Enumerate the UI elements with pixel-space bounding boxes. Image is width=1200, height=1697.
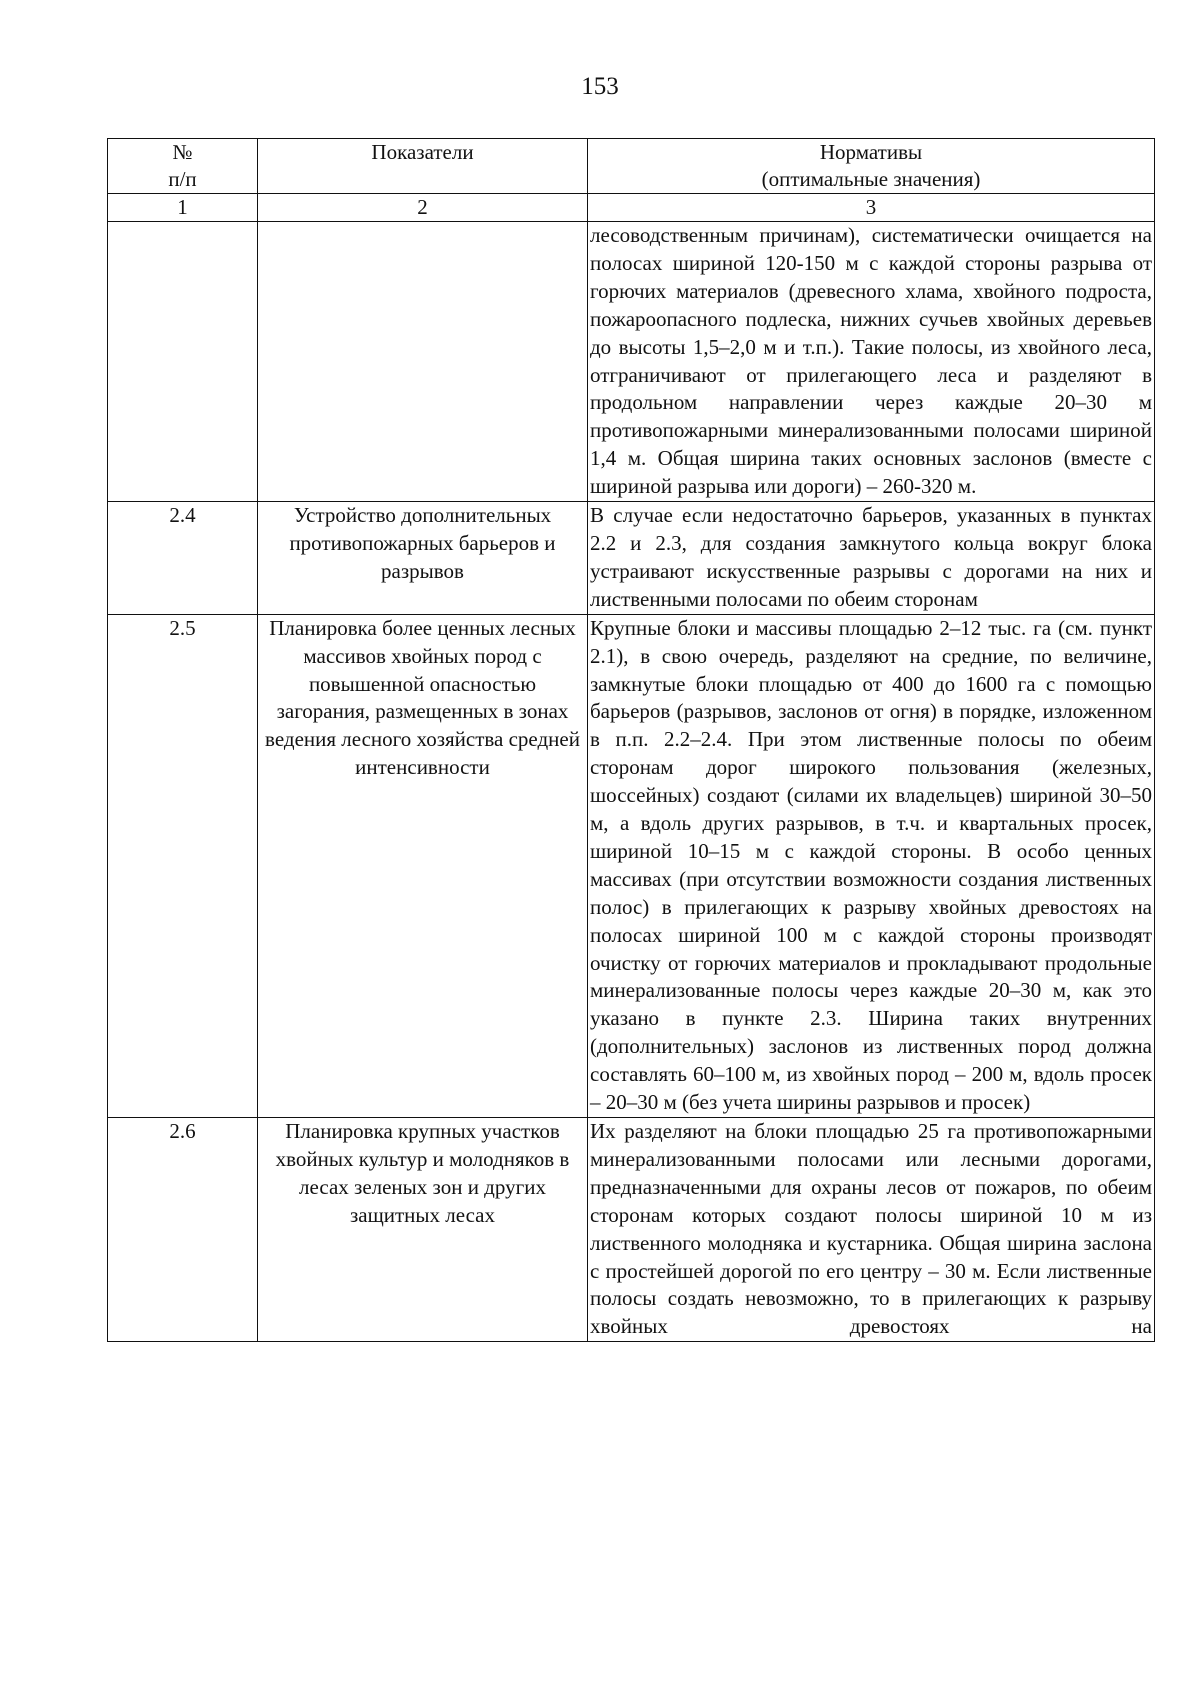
row-indicator: Планировка крупных участков хвойных культур и молодняков в лесах зеленых зон и других защитных лесах (258, 1118, 588, 1342)
table-row (108, 222, 1155, 502)
column-number-2: 2 (258, 194, 588, 222)
row-indicator: Устройство дополнительных противопожарных барьеров и разрывов (258, 502, 588, 615)
column-number-1: 1 (108, 194, 258, 222)
row-number (108, 222, 258, 502)
column-number-3: 3 (588, 194, 1155, 222)
table-row (108, 614, 1155, 1117)
header-number (108, 139, 258, 194)
header-number-sign: № (172, 140, 193, 164)
column-number-row (108, 194, 1155, 222)
row-number: 2.6 (108, 1118, 258, 1342)
row-norm: Их разделяют на блоки площадью 25 га противопожарными минерализованными полосами или лесными дорогами, предназначенными для охраны лесов от пожаров, по обеим сторонам которых создают полосы шириной 10 м из лиственного молодняка и кустарника. Общая ширина заслона с простейшей дорогой по его центру – 30 м. Если лиственные полосы создать невозможно, то в прилегающих к разрыву хвойных древостоях на (588, 1118, 1155, 1342)
header-norms (588, 139, 1155, 194)
row-norm: лесоводственным причинам), систематически очищается на полосах шириной 120-150 м с каждой стороны разрыва от горючих материалов (древесного хлама, хвойного подроста, пожароопасного подлеска, нижних сучьев хвойных деревьев до высоты 1,5–2,0 м и т.п.). Такие полосы, из хвойного леса, отграничивают от прилегающего леса и разделяют в продольном направлении через каждые 20–30 м противопожарными минерализованными полосами шириной 1,4 м. Общая ширина таких основных заслонов (вместе с шириной разрыва или дороги) – 260-320 м. (588, 222, 1155, 502)
table-header-row (108, 139, 1155, 194)
row-indicator (258, 222, 588, 502)
row-indicator: Планировка более ценных лесных массивов хвойных пород с повышенной опасностью загорания, размещенных в зонах ведения лесного хозяйства средней интенсивности (258, 614, 588, 1117)
row-norm: Крупные блоки и массивы площадью 2–12 тыс. га (см. пункт 2.1), в свою очередь, разделяют на средние, по величине, замкнутые блоки площадью от 400 до 1600 га с помощью барьеров (разрывов, заслонов от огня) в порядке, изложенном в п.п. 2.2–2.4. При этом лиственные полосы по обеим сторонам дорог широкого пользования (железных, шоссейных) создают (силами их владельцев) шириной 30–50 м, а вдоль других разрывов, в т.ч. и квартальных просек, шириной 10–15 м с каждой стороны. В особо ценных массивах (при отсутствии возможности создания лиственных полос) в прилегающих к разрыву хвойных древостоях на полосах шириной 100 м с каждой стороны производят очистку от горючих материалов и прокладывают продольные минерализованные полосы через каждые 20–30 м, как это указано в пункте 2.3. Ширина таких внутренних (дополнительных) заслонов из лиственных пород должна составлять 60–100 м, из хвойных пород – 200 м, вдоль просек – 20–30 м (без учета ширины разрывов и просек) (588, 614, 1155, 1117)
row-number: 2.4 (108, 502, 258, 615)
header-number-abbr: п/п (168, 167, 197, 191)
norms-table (107, 138, 1155, 1342)
row-norm: В случае если недостаточно барьеров, указанных в пунктах 2.2 и 2.3, для создания замкнутого кольца вокруг блока устраивают искусственные разрывы с дорогами на них и лиственными полосами по обеим сторонам (588, 502, 1155, 615)
page-number: 153 (581, 73, 619, 100)
row-number: 2.5 (108, 614, 258, 1117)
table-row (108, 1118, 1155, 1342)
header-indicators: Показатели (258, 139, 588, 194)
table-row (108, 502, 1155, 615)
header-norms-subtitle: (оптимальные значения) (761, 167, 981, 191)
header-norms-title: Нормативы (819, 140, 923, 164)
